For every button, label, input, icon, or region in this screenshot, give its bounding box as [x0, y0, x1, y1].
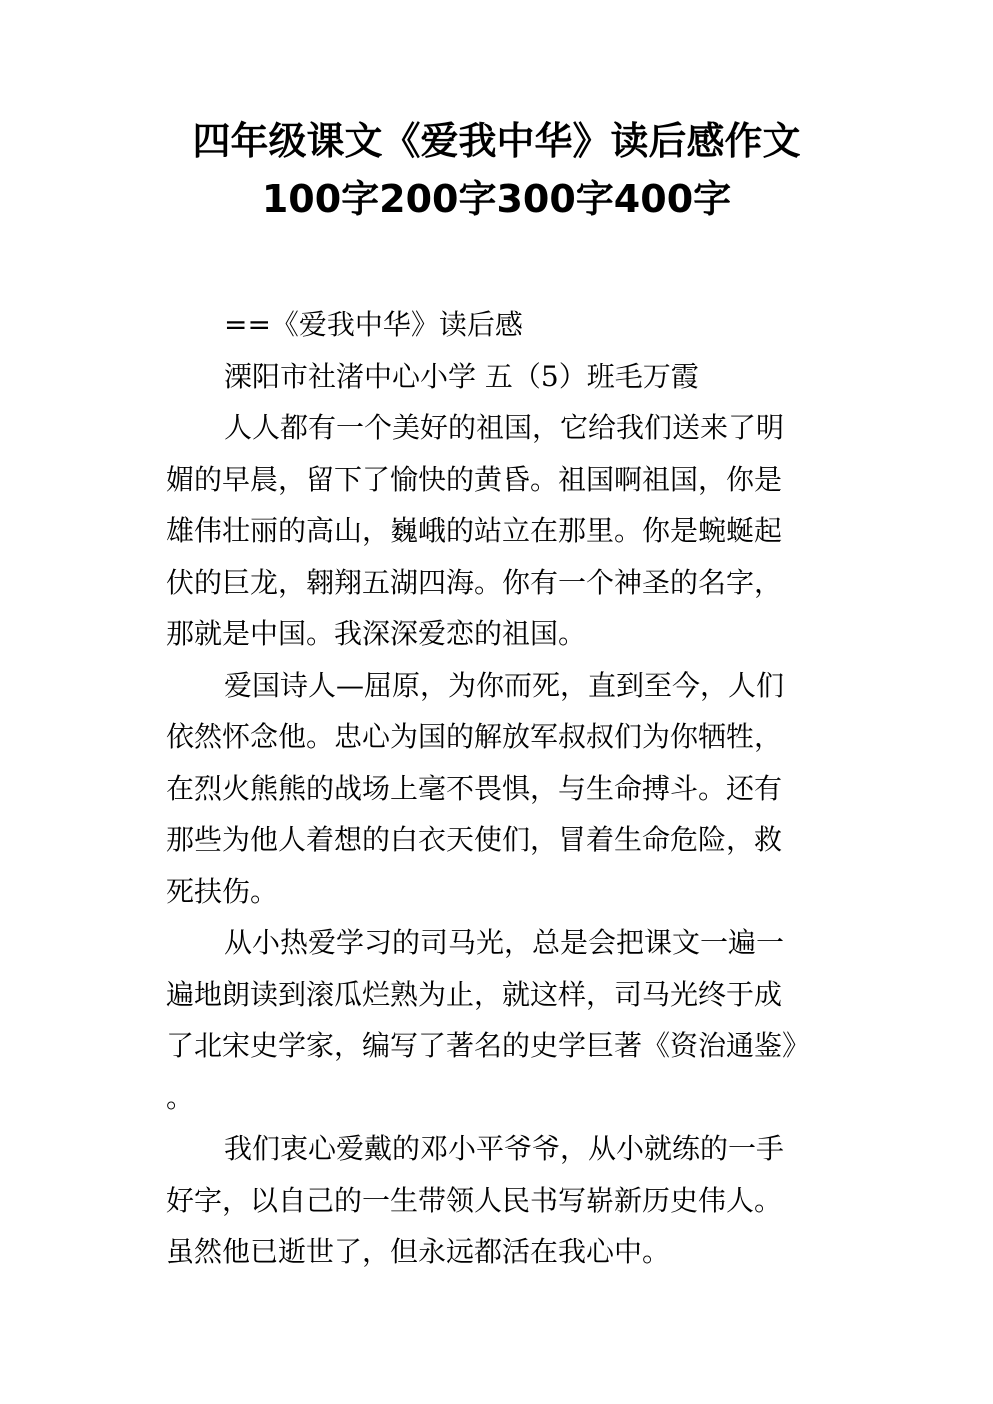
- paragraph-line: 。: [166, 1080, 195, 1114]
- paragraph-line: 好字，以自己的一生带领人民书写崭新历史伟人。: [166, 1183, 783, 1217]
- paragraph-line: 那些为他人着想的白衣天使们，冒着生命危险，救: [166, 823, 783, 856]
- paragraph-line: 雄伟壮丽的高山，巍峨的站立在那里。你是蜿蜒起: [166, 514, 783, 547]
- document-title: [0, 112, 993, 228]
- paragraph-3: [166, 917, 836, 1123]
- paragraph-line: 爱国诗人—屈原，为你而死，直到至今，人们: [224, 668, 785, 702]
- paragraph-line: 虽然他已逝世了，但永远都活在我心中。: [166, 1235, 671, 1268]
- document-body: [166, 299, 836, 1278]
- title-line-2: 100字200字300字400字: [261, 177, 732, 221]
- paragraph-line: 死扶伤。: [166, 874, 279, 908]
- paragraph-line: 人人都有一个美好的祖国，它给我们送来了明: [224, 411, 785, 444]
- title-line-1: 四年级课文《爱我中华》读后感作文: [192, 119, 801, 163]
- paragraph-line: 我们衷心爱戴的邓小平爷爷，从小就练的一手: [224, 1132, 785, 1165]
- paragraph-line: 媚的早晨，留下了愉快的黄昏。祖国啊祖国，你是: [166, 462, 783, 496]
- paragraph-line: 伏的巨龙，翱翔五湖四海。你有一个神圣的名字，: [166, 565, 783, 599]
- paragraph-line: 在烈火熊熊的战场上毫不畏惧，与生命搏斗。还有: [166, 771, 783, 805]
- paragraph-line: 依然怀念他。忠心为国的解放军叔叔们为你牺牲，: [166, 720, 783, 753]
- paragraph-line: 了北宋史学家，编写了著名的史学巨著《资治通鉴》: [166, 1029, 811, 1062]
- paragraph-2: [166, 660, 836, 918]
- paragraph-line: 从小热爱学习的司马光，总是会把课文一遍一: [224, 926, 785, 959]
- paragraph-4: [166, 1123, 836, 1278]
- paragraph-line: 那就是中国。我深深爱恋的祖国。: [166, 617, 587, 650]
- paragraph-line: 遍地朗读到滚瓜烂熟为止，就这样，司马光终于成: [166, 977, 783, 1011]
- paragraph-1: [166, 402, 836, 660]
- author-line: 溧阳市社渚中心小学 五（5）班毛万霞: [224, 359, 699, 393]
- article-heading: ==《爱我中华》读后感: [224, 308, 523, 341]
